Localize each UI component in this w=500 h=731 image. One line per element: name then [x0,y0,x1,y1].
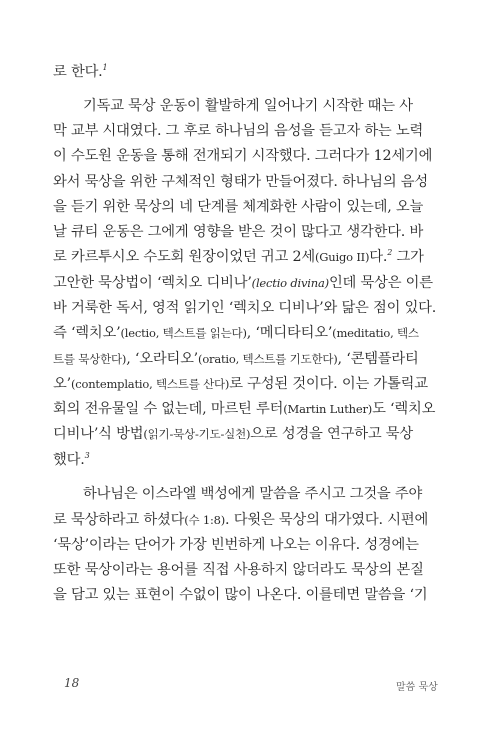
text-run: 고안한 묵상법이 ‘렉치오 디비나’ [53,275,252,291]
text-run: (읽기-묵상-기도-실천) [143,427,251,441]
text-line [53,273,451,293]
text-run: 로 카르투시오 수도회 원장이었던 귀고 2세 [53,249,316,265]
footnote-marker: 1 [102,63,108,73]
text-run: (Guigo II) [315,250,370,264]
text-run: (lectio divina) [251,276,329,290]
text-run: 디비나’식 방법 [53,426,144,442]
text-line [53,450,451,470]
text-run: , ‘콘템플라티 [337,351,419,367]
text-run: 다. [369,249,388,265]
text-line [53,323,451,343]
text-line: 와서 묵상을 위한 구체적인 형태가 만들어졌다. 하나님의 음성 [53,174,429,190]
text-line [53,349,451,369]
text-run: . 다윗은 묵상의 대가였다. 시편에 [225,512,429,528]
text-line: 을 듣기 위한 묵상의 네 단계를 체계화한 사람이 있는데, 오늘 [53,199,424,215]
page-number: 18 [64,676,80,690]
text-run: (Martin Luther) [283,402,373,416]
text-run: , ‘오라티오’ [126,351,199,367]
text-run: 로 묵상하라고 하셨다 [53,512,185,528]
text-line [53,424,451,444]
running-footer-title: 말씀 묵상 [396,682,438,693]
text-line [53,399,451,419]
text-run: (contemplatio, 텍스트를 산다) [70,377,230,391]
text-line: 을 담고 있는 표현이 수없이 많이 나온다. 이를테면 말씀을 ‘기 [53,587,428,603]
text-line: 기독교 묵상 운동이 활발하게 일어나기 시작한 때는 사 [83,98,413,114]
text-line: 막 교부 시대였다. 그 후로 하나님의 음성을 듣고자 하는 노력 [53,123,424,139]
text-line: 또한 묵상이라는 용어를 직접 사용하지 않더라도 묵상의 본질 [53,562,424,578]
text-run: 도 ‘렉치오 [372,401,436,417]
text-line: 바 거룩한 독서, 영적 읽기인 ‘렉치오 디비나’와 닮은 점이 있다. [53,300,437,316]
text-line: ‘묵상’이라는 단어가 가장 빈번하게 나오는 이유다. 성경에는 [53,537,419,553]
text-line [53,62,451,82]
text-run: 로 한다. [53,64,103,80]
text-run: (lectio, 텍스트를 읽는다) [120,326,247,340]
text-run: 했다. [53,452,85,468]
text-run: , ‘메디타티오’ [246,325,333,341]
text-line [53,510,451,530]
text-run: 회의 전유물일 수 없는데, 마르틴 루터 [53,401,284,417]
text-run: (수 1:8) [184,513,226,527]
text-line: 이 수도원 운동을 통해 전개되기 시작했다. 그러다가 12세기에 [53,148,433,164]
text-run: 오’ [53,376,71,392]
text-run: 으로 성경을 연구하고 묵상 [250,426,414,442]
footnote-marker: 2 [387,248,393,258]
text-run: (oratio, 텍스트를 기도한다) [198,352,338,366]
footnote-marker: 3 [84,451,90,461]
text-line [53,374,451,394]
text-run: 트를 묵상한다) [53,352,127,366]
text-line: 날 큐티 운동은 그에게 영향을 받은 것이 많다고 생각한다. 바 [53,224,424,240]
text-line: 하나님은 이스라엘 백성에게 말씀을 주시고 그것을 주야 [83,486,423,502]
text-run: (meditatio, 텍스 [332,326,419,340]
text-line [53,247,451,267]
text-run: 그가 [392,249,424,265]
text-run: 즉 ‘렉치오’ [53,325,121,341]
text-run: 인데 묵상은 이른 [328,275,433,291]
text-run: 로 구성된 것이다. 이는 가톨릭교 [229,376,428,392]
